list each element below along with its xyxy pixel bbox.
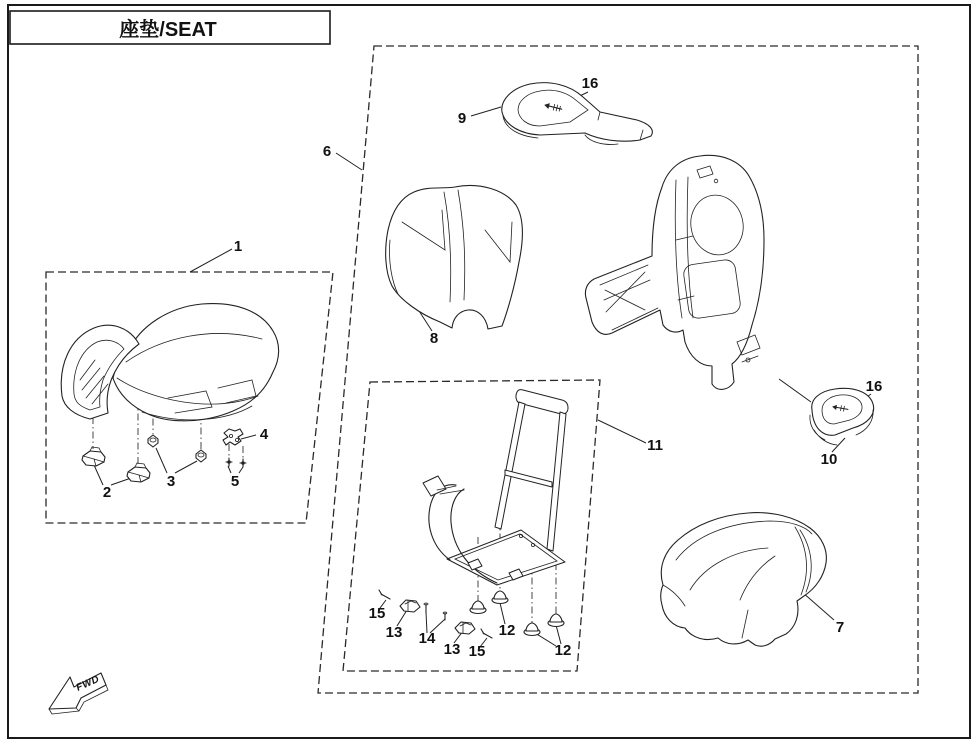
callout-7: 7 xyxy=(835,619,845,636)
frame-foot-12b xyxy=(492,591,508,604)
front-cowl-7 xyxy=(661,513,827,647)
callout-16b: 16 xyxy=(865,378,883,395)
seat-nut-3b xyxy=(196,450,206,462)
callout-8: 8 xyxy=(429,330,439,347)
seat-drawing xyxy=(61,304,278,421)
callout-9: 9 xyxy=(457,110,467,127)
callout-12b: 12 xyxy=(554,642,572,659)
frame-clip-13a xyxy=(400,600,420,612)
seat-nut-3a xyxy=(148,435,158,447)
callout-13a: 13 xyxy=(385,624,403,641)
callout-4: 4 xyxy=(259,426,269,443)
callout-14: 14 xyxy=(418,630,436,647)
backrest-assembly-box xyxy=(318,46,918,693)
frame-foot-12c xyxy=(524,623,540,636)
callout-10: 10 xyxy=(820,451,838,468)
frame-screw-15a xyxy=(379,590,390,599)
fwd-label: FWD xyxy=(74,673,102,694)
callout-12a: 12 xyxy=(498,622,516,639)
frame-foot-12a xyxy=(470,601,486,614)
frame-clip-13b xyxy=(455,622,475,634)
frame-pin-14b xyxy=(443,612,447,620)
seat-screw-5b xyxy=(240,459,246,467)
callout-3: 3 xyxy=(166,473,176,490)
backrest-cushion-8 xyxy=(386,186,523,329)
grab-handle-9 xyxy=(502,83,653,145)
page-title: 座垫/SEAT xyxy=(119,19,217,41)
seat-frame-11 xyxy=(423,390,568,585)
seat-latch-4 xyxy=(223,429,243,445)
fwd-arrow xyxy=(49,673,108,714)
callout-15b: 15 xyxy=(468,643,486,660)
grab-handle-10 xyxy=(810,388,874,445)
callout-2: 2 xyxy=(102,484,112,501)
callout-13b: 13 xyxy=(443,641,461,658)
assembly-axis-lines xyxy=(93,388,556,623)
frame-foot-12d xyxy=(548,614,564,627)
frame-screw-15b xyxy=(481,629,492,638)
callout-6: 6 xyxy=(322,143,332,160)
seat-mount-2b xyxy=(127,463,150,482)
callout-16a: 16 xyxy=(581,75,599,92)
callout-11: 11 xyxy=(647,437,663,454)
seat-screw-5a xyxy=(226,458,232,466)
callout-5: 5 xyxy=(230,473,240,490)
seat-mount-2a xyxy=(82,447,105,466)
callout-15a: 15 xyxy=(368,605,386,622)
frame-pin-14a xyxy=(424,603,428,613)
callout-1: 1 xyxy=(233,238,243,255)
backrest-panel-drawing xyxy=(585,155,764,389)
